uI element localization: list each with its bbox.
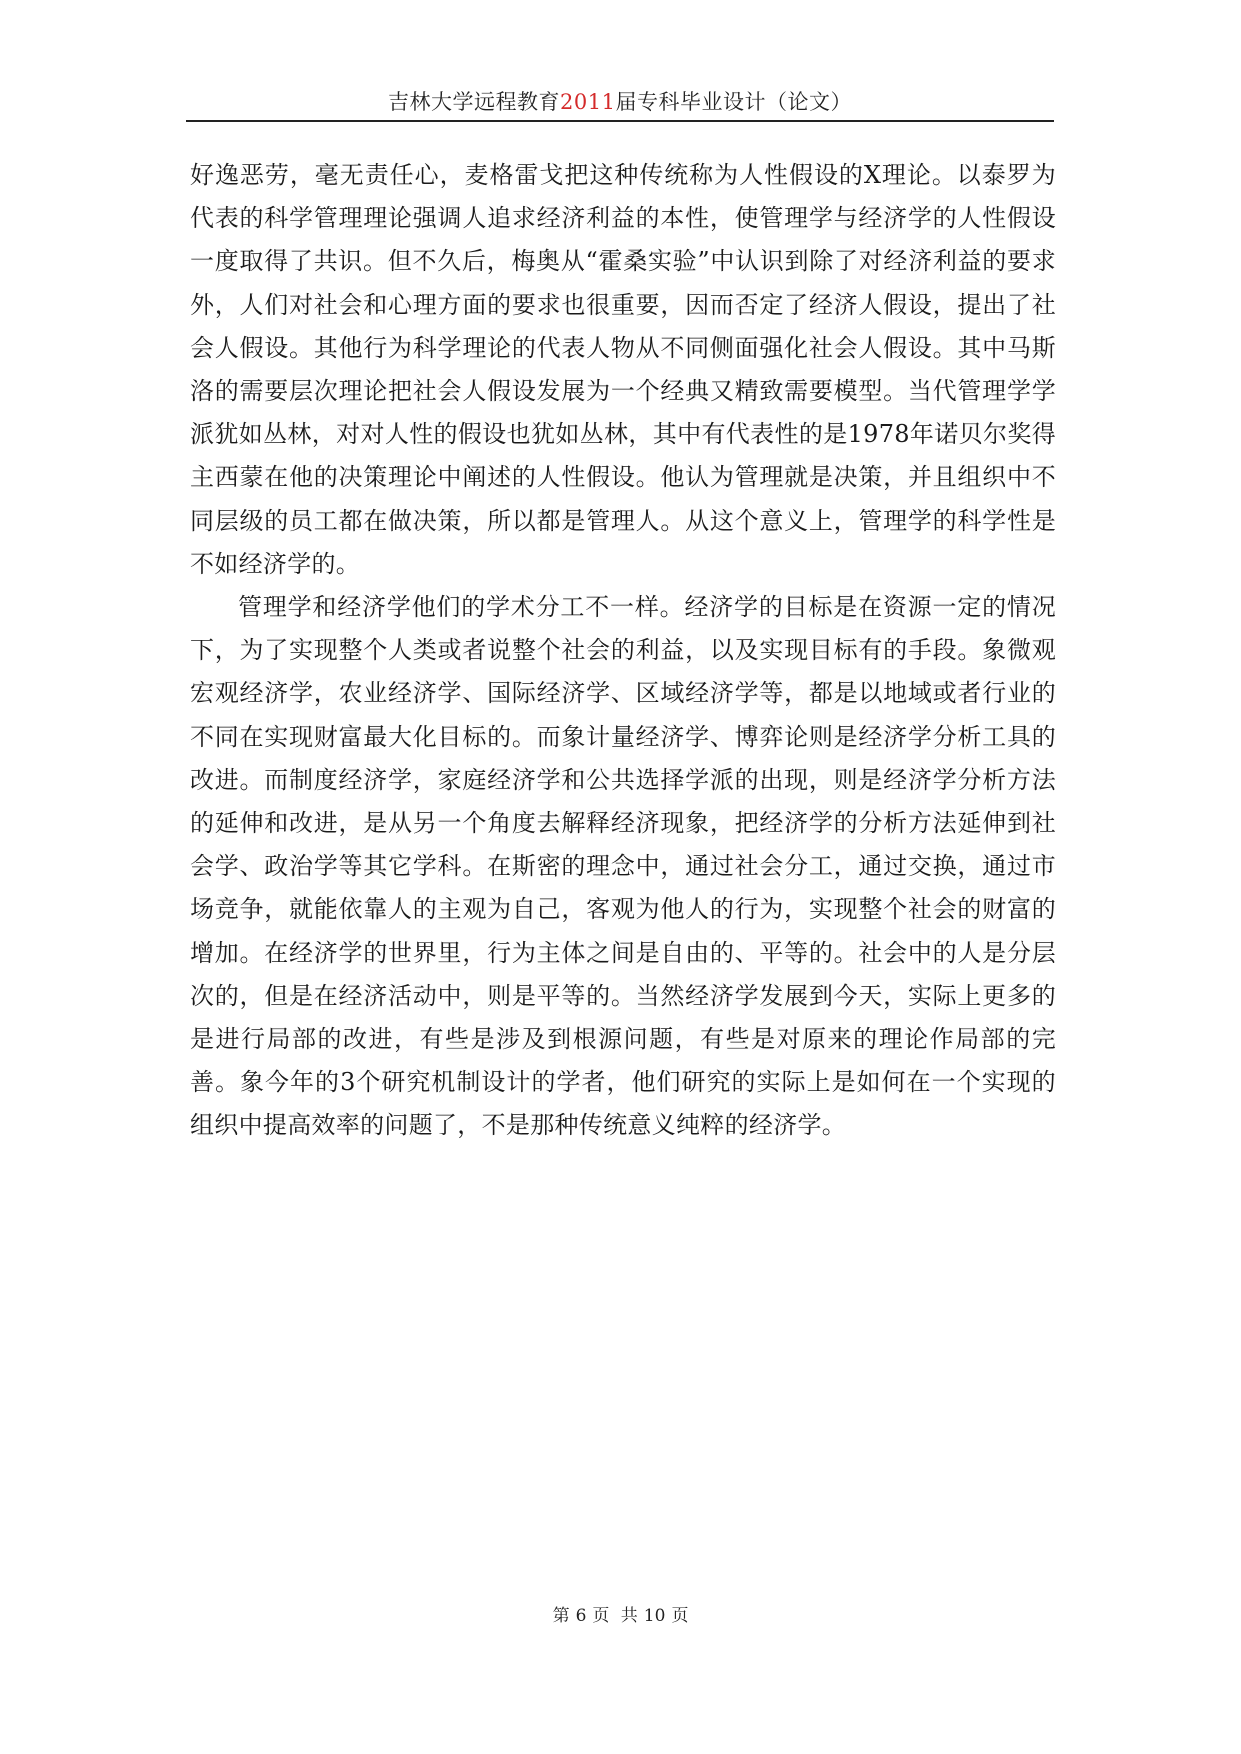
body-paragraph-1: 好逸恶劳，毫无责任心，麦格雷戈把这种传统称为人性假设的X理论。以泰罗为代表的科学管理理论强调人追求经济利益的本性，使管理学与经济学的人性假设一度取得了共识。但不久后，梅奥从“霍桑实验”中认识到除了对经济利益的要求外，人们对社会和心理方面的要求也很重要，因而否定了经济人假设，提出了社会人假设。其他行为科学理论的代表人物从不同侧面强化社会人假设。其中马斯洛的需要层次理论把社会人假设发展为一个经典又精致需要模型。当代管理学学派犹如丛林，对对人性的假设也犹如丛林，其中有代表性的是1978年诺贝尔奖得主西蒙在他的决策理论中阐述的人性假设。他认为管理就是决策，并且组织中不同层级的员工都在做决策，所以都是管理人。从这个意义上，管理学的科学性是不如经济学的。 — [190, 161, 1056, 578]
page-footer — [0, 1603, 1241, 1629]
header-divider — [186, 120, 1054, 122]
header-title-suffix: 届专科毕业设计（论文） — [615, 90, 852, 114]
document-body — [190, 154, 1056, 1148]
footer-total-suffix: 页 — [671, 1606, 689, 1626]
header-year: 2011 — [560, 90, 616, 114]
body-paragraph-2: 管理学和经济学他们的学术分工不一样。经济学的目标是在资源一定的情况下，为了实现整个人类或者说整个社会的利益，以及实现目标有的手段。象微观宏观经济学，农业经济学、国际经济学、区域经济学等，都是以地域或者行业的不同在实现财富最大化目标的。而象计量经济学、博弈论则是经济学分析工具的改进。而制度经济学，家庭经济学和公共选择学派的出现，则是经济学分析方法的延伸和改进，是从另一个角度去解释经济现象，把经济学的分析方法延伸到社会学、政治学等其它学科。在斯密的理念中，通过社会分工，通过交换，通过市场竞争，就能依靠人的主观为自己，客观为他人的行为，实现整个社会的财富的增加。在经济学的世界里，行为主体之间是自由的、平等的。社会中的人是分层次的，但是在经济活动中，则是平等的。当然经济学发展到今天，实际上更多的是进行局部的改进，有些是涉及到根源问题，有些是对原来的理论作局部的完善。象今年的3个研究机制设计的学者，他们研究的实际上是如何在一个实现的组织中提高效率的问题了，不是那种传统意义纯粹的经济学。 — [190, 593, 1056, 1140]
footer-page-prefix: 第 — [552, 1606, 570, 1626]
header-title-prefix: 吉林大学远程教育 — [388, 90, 561, 114]
footer-page-number: 6 — [575, 1606, 587, 1626]
footer-total-pages: 10 — [643, 1606, 666, 1626]
footer-page-word: 页 — [592, 1606, 610, 1626]
page-header — [186, 86, 1054, 118]
footer-total-prefix: 共 — [620, 1606, 638, 1626]
